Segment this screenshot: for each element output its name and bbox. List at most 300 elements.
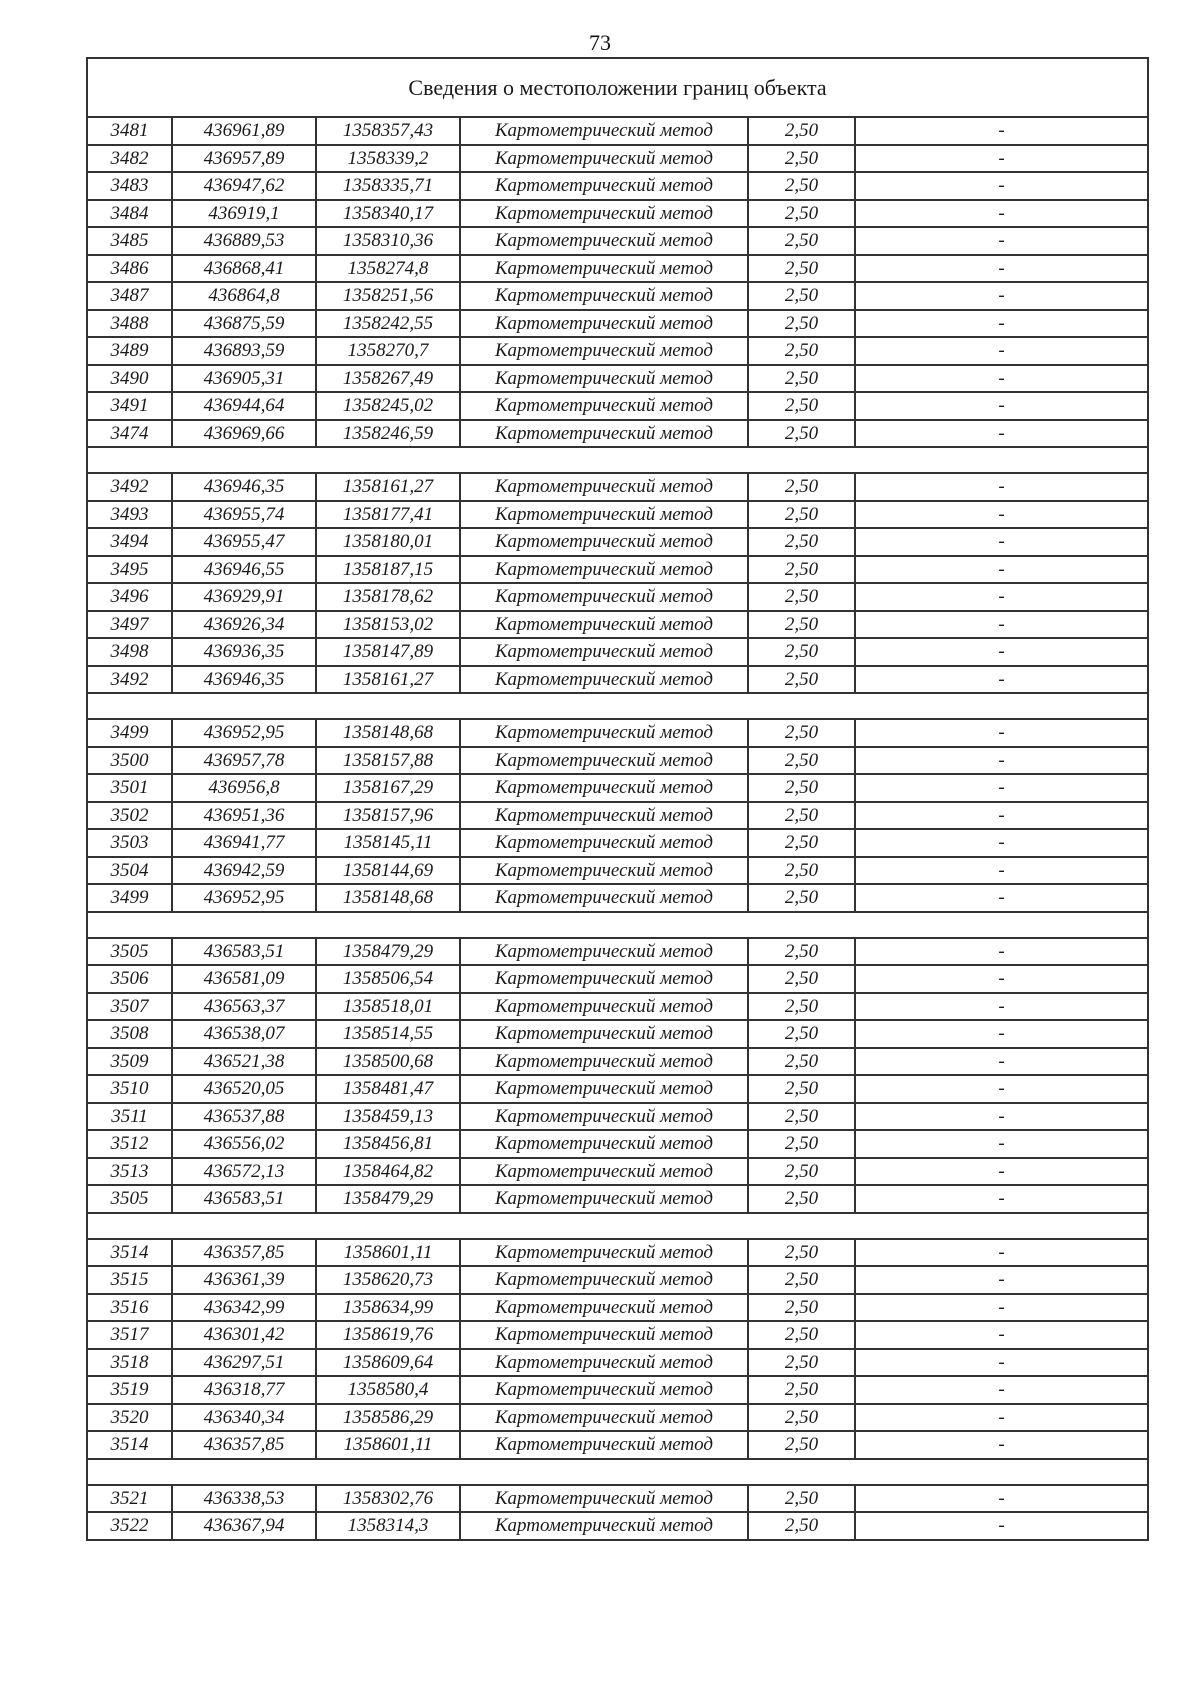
point-number-cell: 3492: [87, 473, 172, 501]
x-coordinate-cell: 436572,13: [172, 1158, 316, 1186]
method-cell: Картометрический метод: [460, 1294, 748, 1322]
table-row: [87, 200, 1148, 228]
y-coordinate-cell: 1358479,29: [316, 1185, 460, 1213]
y-coordinate-cell: 1358161,27: [316, 473, 460, 501]
table-row: [87, 1321, 1148, 1349]
description-cell: -: [855, 1294, 1148, 1322]
point-number-cell: 3522: [87, 1512, 172, 1540]
description-cell: -: [855, 1266, 1148, 1294]
table-row: [87, 145, 1148, 173]
point-number-cell: 3495: [87, 556, 172, 584]
y-coordinate-cell: 1358601,11: [316, 1239, 460, 1267]
point-number-cell: 3518: [87, 1349, 172, 1377]
method-cell: Картометрический метод: [460, 1349, 748, 1377]
y-coordinate-cell: 1358518,01: [316, 993, 460, 1021]
y-coordinate-cell: 1358167,29: [316, 774, 460, 802]
table-row: [87, 1075, 1148, 1103]
method-cell: Картометрический метод: [460, 938, 748, 966]
accuracy-cell: 2,50: [748, 1020, 855, 1048]
table-row: [87, 282, 1148, 310]
x-coordinate-cell: 436946,35: [172, 666, 316, 694]
y-coordinate-cell: 1358609,64: [316, 1349, 460, 1377]
y-coordinate-cell: 1358464,82: [316, 1158, 460, 1186]
method-cell: Картометрический метод: [460, 117, 748, 145]
y-coordinate-cell: 1358481,47: [316, 1075, 460, 1103]
accuracy-cell: 2,50: [748, 392, 855, 420]
table-title-row: [87, 58, 1148, 117]
point-number-cell: 3507: [87, 993, 172, 1021]
y-coordinate-cell: 1358620,73: [316, 1266, 460, 1294]
x-coordinate-cell: 436919,1: [172, 200, 316, 228]
y-coordinate-cell: 1358147,89: [316, 638, 460, 666]
point-number-cell: 3514: [87, 1239, 172, 1267]
method-cell: Картометрический метод: [460, 282, 748, 310]
accuracy-cell: 2,50: [748, 1431, 855, 1459]
point-number-cell: 3508: [87, 1020, 172, 1048]
method-cell: Картометрический метод: [460, 1376, 748, 1404]
point-number-cell: 3491: [87, 392, 172, 420]
group-separator-cell: [87, 447, 1148, 473]
method-cell: Картометрический метод: [460, 993, 748, 1021]
point-number-cell: 3484: [87, 200, 172, 228]
description-cell: -: [855, 392, 1148, 420]
x-coordinate-cell: 436952,95: [172, 719, 316, 747]
x-coordinate-cell: 436583,51: [172, 1185, 316, 1213]
point-number-cell: 3513: [87, 1158, 172, 1186]
accuracy-cell: 2,50: [748, 117, 855, 145]
description-cell: -: [855, 282, 1148, 310]
point-number-cell: 3493: [87, 501, 172, 529]
description-cell: -: [855, 227, 1148, 255]
table-row: [87, 1185, 1148, 1213]
point-number-cell: 3506: [87, 965, 172, 993]
accuracy-cell: 2,50: [748, 666, 855, 694]
table-row: [87, 255, 1148, 283]
point-number-cell: 3510: [87, 1075, 172, 1103]
description-cell: -: [855, 1376, 1148, 1404]
point-number-cell: 3494: [87, 528, 172, 556]
description-cell: -: [855, 1349, 1148, 1377]
point-number-cell: 3486: [87, 255, 172, 283]
method-cell: Картометрический метод: [460, 145, 748, 173]
description-cell: -: [855, 583, 1148, 611]
y-coordinate-cell: 1358145,11: [316, 829, 460, 857]
x-coordinate-cell: 436936,35: [172, 638, 316, 666]
y-coordinate-cell: 1358251,56: [316, 282, 460, 310]
accuracy-cell: 2,50: [748, 583, 855, 611]
accuracy-cell: 2,50: [748, 1158, 855, 1186]
method-cell: Картометрический метод: [460, 884, 748, 912]
method-cell: Картометрический метод: [460, 611, 748, 639]
point-number-cell: 3498: [87, 638, 172, 666]
table-row: [87, 1376, 1148, 1404]
table-row: [87, 1512, 1148, 1540]
table-title: Сведения о местоположении границ объекта: [87, 58, 1148, 117]
description-cell: -: [855, 556, 1148, 584]
method-cell: Картометрический метод: [460, 829, 748, 857]
description-cell: -: [855, 1075, 1148, 1103]
accuracy-cell: 2,50: [748, 747, 855, 775]
accuracy-cell: 2,50: [748, 1404, 855, 1432]
method-cell: Картометрический метод: [460, 1020, 748, 1048]
point-number-cell: 3515: [87, 1266, 172, 1294]
y-coordinate-cell: 1358144,69: [316, 857, 460, 885]
point-number-cell: 3521: [87, 1485, 172, 1513]
y-coordinate-cell: 1358514,55: [316, 1020, 460, 1048]
x-coordinate-cell: 436961,89: [172, 117, 316, 145]
x-coordinate-cell: 436318,77: [172, 1376, 316, 1404]
x-coordinate-cell: 436556,02: [172, 1130, 316, 1158]
point-number-cell: 3481: [87, 117, 172, 145]
method-cell: Картометрический метод: [460, 1075, 748, 1103]
point-number-cell: 3490: [87, 365, 172, 393]
description-cell: -: [855, 365, 1148, 393]
point-number-cell: 3503: [87, 829, 172, 857]
description-cell: -: [855, 255, 1148, 283]
point-number-cell: 3487: [87, 282, 172, 310]
y-coordinate-cell: 1358459,13: [316, 1103, 460, 1131]
description-cell: -: [855, 200, 1148, 228]
x-coordinate-cell: 436889,53: [172, 227, 316, 255]
method-cell: Картометрический метод: [460, 1512, 748, 1540]
description-cell: -: [855, 528, 1148, 556]
description-cell: -: [855, 1130, 1148, 1158]
method-cell: Картометрический метод: [460, 774, 748, 802]
description-cell: -: [855, 1020, 1148, 1048]
description-cell: -: [855, 965, 1148, 993]
method-cell: Картометрический метод: [460, 556, 748, 584]
table-row: [87, 1020, 1148, 1048]
group-separator-row: [87, 1459, 1148, 1485]
description-cell: -: [855, 857, 1148, 885]
group-separator-row: [87, 912, 1148, 938]
point-number-cell: 3501: [87, 774, 172, 802]
accuracy-cell: 2,50: [748, 145, 855, 173]
x-coordinate-cell: 436947,62: [172, 172, 316, 200]
x-coordinate-cell: 436952,95: [172, 884, 316, 912]
method-cell: Картометрический метод: [460, 227, 748, 255]
method-cell: Картометрический метод: [460, 1431, 748, 1459]
x-coordinate-cell: 436875,59: [172, 310, 316, 338]
x-coordinate-cell: 436297,51: [172, 1349, 316, 1377]
accuracy-cell: 2,50: [748, 337, 855, 365]
x-coordinate-cell: 436357,85: [172, 1239, 316, 1267]
y-coordinate-cell: 1358161,27: [316, 666, 460, 694]
group-separator-cell: [87, 1459, 1148, 1485]
x-coordinate-cell: 436951,36: [172, 802, 316, 830]
table-row: [87, 528, 1148, 556]
y-coordinate-cell: 1358456,81: [316, 1130, 460, 1158]
point-number-cell: 3489: [87, 337, 172, 365]
description-cell: -: [855, 501, 1148, 529]
table-row: [87, 638, 1148, 666]
accuracy-cell: 2,50: [748, 528, 855, 556]
table-row: [87, 747, 1148, 775]
point-number-cell: 3500: [87, 747, 172, 775]
method-cell: Картометрический метод: [460, 473, 748, 501]
accuracy-cell: 2,50: [748, 1349, 855, 1377]
method-cell: Картометрический метод: [460, 337, 748, 365]
x-coordinate-cell: 436969,66: [172, 420, 316, 448]
x-coordinate-cell: 436956,8: [172, 774, 316, 802]
table-row: [87, 666, 1148, 694]
description-cell: -: [855, 1512, 1148, 1540]
y-coordinate-cell: 1358601,11: [316, 1431, 460, 1459]
point-number-cell: 3474: [87, 420, 172, 448]
x-coordinate-cell: 436926,34: [172, 611, 316, 639]
point-number-cell: 3511: [87, 1103, 172, 1131]
x-coordinate-cell: 436929,91: [172, 583, 316, 611]
description-cell: -: [855, 884, 1148, 912]
x-coordinate-cell: 436583,51: [172, 938, 316, 966]
description-cell: -: [855, 802, 1148, 830]
accuracy-cell: 2,50: [748, 774, 855, 802]
x-coordinate-cell: 436361,39: [172, 1266, 316, 1294]
description-cell: -: [855, 1048, 1148, 1076]
table-row: [87, 337, 1148, 365]
x-coordinate-cell: 436340,34: [172, 1404, 316, 1432]
method-cell: Картометрический метод: [460, 802, 748, 830]
x-coordinate-cell: 436538,07: [172, 1020, 316, 1048]
point-number-cell: 3509: [87, 1048, 172, 1076]
accuracy-cell: 2,50: [748, 473, 855, 501]
y-coordinate-cell: 1358335,71: [316, 172, 460, 200]
y-coordinate-cell: 1358148,68: [316, 884, 460, 912]
point-number-cell: 3496: [87, 583, 172, 611]
y-coordinate-cell: 1358157,96: [316, 802, 460, 830]
table-row: [87, 117, 1148, 145]
table-row: [87, 1266, 1148, 1294]
y-coordinate-cell: 1358270,7: [316, 337, 460, 365]
y-coordinate-cell: 1358339,2: [316, 145, 460, 173]
accuracy-cell: 2,50: [748, 501, 855, 529]
method-cell: Картометрический метод: [460, 1130, 748, 1158]
table-row: [87, 1485, 1148, 1513]
description-cell: -: [855, 1103, 1148, 1131]
table-row: [87, 611, 1148, 639]
method-cell: Картометрический метод: [460, 200, 748, 228]
accuracy-cell: 2,50: [748, 638, 855, 666]
accuracy-cell: 2,50: [748, 1266, 855, 1294]
group-separator-row: [87, 693, 1148, 719]
point-number-cell: 3499: [87, 884, 172, 912]
table-row: [87, 420, 1148, 448]
point-number-cell: 3483: [87, 172, 172, 200]
accuracy-cell: 2,50: [748, 1185, 855, 1213]
x-coordinate-cell: 436521,38: [172, 1048, 316, 1076]
description-cell: -: [855, 1158, 1148, 1186]
accuracy-cell: 2,50: [748, 1048, 855, 1076]
y-coordinate-cell: 1358274,8: [316, 255, 460, 283]
method-cell: Картометрический метод: [460, 255, 748, 283]
description-cell: -: [855, 611, 1148, 639]
accuracy-cell: 2,50: [748, 1103, 855, 1131]
accuracy-cell: 2,50: [748, 1075, 855, 1103]
method-cell: Картометрический метод: [460, 365, 748, 393]
method-cell: Картометрический метод: [460, 1404, 748, 1432]
x-coordinate-cell: 436946,55: [172, 556, 316, 584]
y-coordinate-cell: 1358634,99: [316, 1294, 460, 1322]
method-cell: Картометрический метод: [460, 1185, 748, 1213]
x-coordinate-cell: 436957,89: [172, 145, 316, 173]
page-number: 73: [589, 30, 611, 55]
x-coordinate-cell: 436520,05: [172, 1075, 316, 1103]
y-coordinate-cell: 1358310,36: [316, 227, 460, 255]
point-number-cell: 3517: [87, 1321, 172, 1349]
y-coordinate-cell: 1358267,49: [316, 365, 460, 393]
point-number-cell: 3485: [87, 227, 172, 255]
point-number-cell: 3497: [87, 611, 172, 639]
description-cell: -: [855, 638, 1148, 666]
accuracy-cell: 2,50: [748, 719, 855, 747]
table-row: [87, 993, 1148, 1021]
accuracy-cell: 2,50: [748, 1512, 855, 1540]
description-cell: -: [855, 337, 1148, 365]
x-coordinate-cell: 436868,41: [172, 255, 316, 283]
point-number-cell: 3502: [87, 802, 172, 830]
accuracy-cell: 2,50: [748, 1294, 855, 1322]
x-coordinate-cell: 436946,35: [172, 473, 316, 501]
table-row: [87, 556, 1148, 584]
point-number-cell: 3505: [87, 1185, 172, 1213]
description-cell: -: [855, 829, 1148, 857]
table-row: [87, 938, 1148, 966]
y-coordinate-cell: 1358153,02: [316, 611, 460, 639]
y-coordinate-cell: 1358178,62: [316, 583, 460, 611]
table-row: [87, 719, 1148, 747]
y-coordinate-cell: 1358242,55: [316, 310, 460, 338]
table-row: [87, 473, 1148, 501]
table-row: [87, 1103, 1148, 1131]
x-coordinate-cell: 436942,59: [172, 857, 316, 885]
table-row: [87, 1431, 1148, 1459]
x-coordinate-cell: 436537,88: [172, 1103, 316, 1131]
method-cell: Картометрический метод: [460, 1239, 748, 1267]
table-row: [87, 227, 1148, 255]
table-row: [87, 310, 1148, 338]
description-cell: -: [855, 420, 1148, 448]
description-cell: -: [855, 1239, 1148, 1267]
table-row: [87, 392, 1148, 420]
point-number-cell: 3505: [87, 938, 172, 966]
x-coordinate-cell: 436957,78: [172, 747, 316, 775]
table-row: [87, 1048, 1148, 1076]
accuracy-cell: 2,50: [748, 884, 855, 912]
method-cell: Картометрический метод: [460, 965, 748, 993]
accuracy-cell: 2,50: [748, 1376, 855, 1404]
accuracy-cell: 2,50: [748, 611, 855, 639]
x-coordinate-cell: 436357,85: [172, 1431, 316, 1459]
x-coordinate-cell: 436301,42: [172, 1321, 316, 1349]
description-cell: -: [855, 719, 1148, 747]
accuracy-cell: 2,50: [748, 993, 855, 1021]
boundary-coordinates-table: [86, 57, 1149, 1541]
x-coordinate-cell: 436581,09: [172, 965, 316, 993]
y-coordinate-cell: 1358357,43: [316, 117, 460, 145]
description-cell: -: [855, 473, 1148, 501]
x-coordinate-cell: 436944,64: [172, 392, 316, 420]
description-cell: -: [855, 993, 1148, 1021]
y-coordinate-cell: 1358187,15: [316, 556, 460, 584]
point-number-cell: 3492: [87, 666, 172, 694]
method-cell: Картометрический метод: [460, 501, 748, 529]
accuracy-cell: 2,50: [748, 829, 855, 857]
accuracy-cell: 2,50: [748, 1130, 855, 1158]
x-coordinate-cell: 436955,74: [172, 501, 316, 529]
y-coordinate-cell: 1358340,17: [316, 200, 460, 228]
y-coordinate-cell: 1358506,54: [316, 965, 460, 993]
x-coordinate-cell: 436955,47: [172, 528, 316, 556]
y-coordinate-cell: 1358500,68: [316, 1048, 460, 1076]
y-coordinate-cell: 1358246,59: [316, 420, 460, 448]
method-cell: Картометрический метод: [460, 172, 748, 200]
x-coordinate-cell: 436864,8: [172, 282, 316, 310]
accuracy-cell: 2,50: [748, 857, 855, 885]
description-cell: -: [855, 1431, 1148, 1459]
table-row: [87, 857, 1148, 885]
group-separator-row: [87, 447, 1148, 473]
y-coordinate-cell: 1358619,76: [316, 1321, 460, 1349]
method-cell: Картометрический метод: [460, 666, 748, 694]
point-number-cell: 3519: [87, 1376, 172, 1404]
accuracy-cell: 2,50: [748, 172, 855, 200]
group-separator-cell: [87, 693, 1148, 719]
accuracy-cell: 2,50: [748, 200, 855, 228]
table-row: [87, 1239, 1148, 1267]
y-coordinate-cell: 1358148,68: [316, 719, 460, 747]
point-number-cell: 3499: [87, 719, 172, 747]
point-number-cell: 3482: [87, 145, 172, 173]
x-coordinate-cell: 436563,37: [172, 993, 316, 1021]
method-cell: Картометрический метод: [460, 420, 748, 448]
point-number-cell: 3514: [87, 1431, 172, 1459]
y-coordinate-cell: 1358177,41: [316, 501, 460, 529]
table-row: [87, 1158, 1148, 1186]
table-row: [87, 802, 1148, 830]
method-cell: Картометрический метод: [460, 1321, 748, 1349]
point-number-cell: 3504: [87, 857, 172, 885]
y-coordinate-cell: 1358302,76: [316, 1485, 460, 1513]
table-row: [87, 1349, 1148, 1377]
method-cell: Картометрический метод: [460, 857, 748, 885]
accuracy-cell: 2,50: [748, 556, 855, 584]
y-coordinate-cell: 1358479,29: [316, 938, 460, 966]
point-number-cell: 3516: [87, 1294, 172, 1322]
method-cell: Картометрический метод: [460, 528, 748, 556]
point-number-cell: 3488: [87, 310, 172, 338]
description-cell: -: [855, 938, 1148, 966]
method-cell: Картометрический метод: [460, 1485, 748, 1513]
point-number-cell: 3520: [87, 1404, 172, 1432]
table-row: [87, 965, 1148, 993]
description-cell: -: [855, 172, 1148, 200]
method-cell: Картометрический метод: [460, 1048, 748, 1076]
description-cell: -: [855, 1404, 1148, 1432]
y-coordinate-cell: 1358245,02: [316, 392, 460, 420]
accuracy-cell: 2,50: [748, 802, 855, 830]
accuracy-cell: 2,50: [748, 938, 855, 966]
accuracy-cell: 2,50: [748, 1485, 855, 1513]
table-body: [87, 58, 1148, 1540]
point-number-cell: 3512: [87, 1130, 172, 1158]
table-row: [87, 1294, 1148, 1322]
method-cell: Картометрический метод: [460, 310, 748, 338]
table-row: [87, 583, 1148, 611]
description-cell: -: [855, 145, 1148, 173]
group-separator-row: [87, 1213, 1148, 1239]
x-coordinate-cell: 436905,31: [172, 365, 316, 393]
table-row: [87, 829, 1148, 857]
